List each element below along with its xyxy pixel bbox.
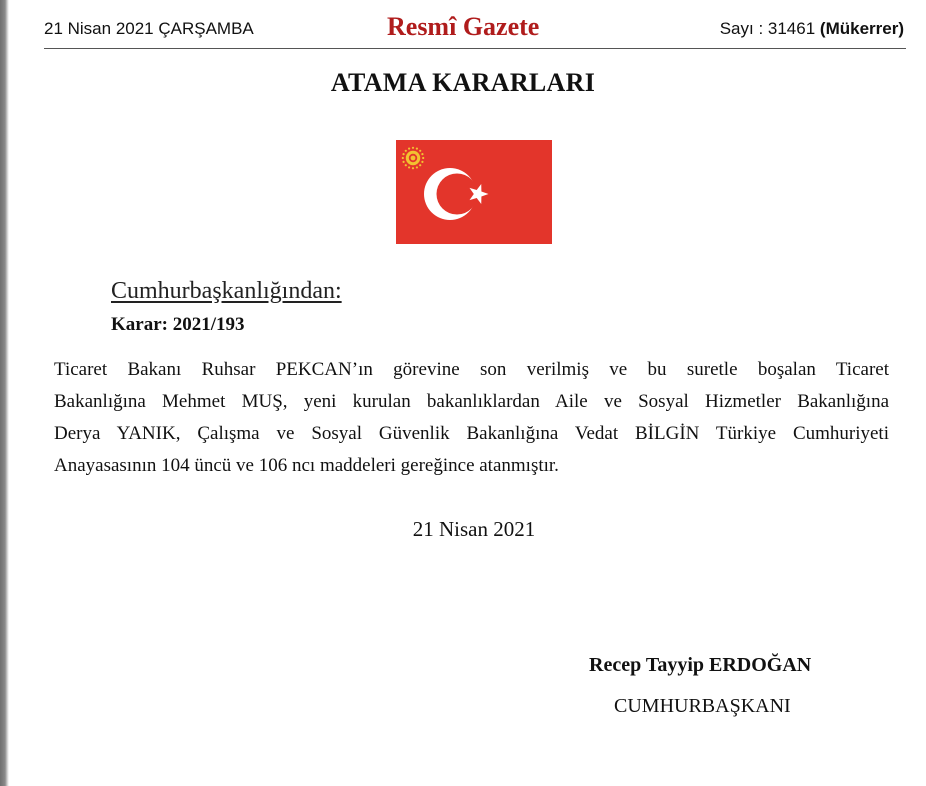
section-title: ATAMA KARARLARI xyxy=(330,68,596,97)
seal-star xyxy=(416,166,418,168)
decision-number: Karar: 2021/193 xyxy=(111,314,245,335)
seal-star xyxy=(402,153,404,155)
page-edge-shadow xyxy=(0,0,9,786)
header-date: 21 Nisan 2021 ÇARŞAMBA xyxy=(44,19,254,38)
seal-star xyxy=(419,164,421,166)
decree-body-line: Bakanlığına Mehmet MUŞ, yeni kurulan bakanlıklardan Aile ve Sosyal Hizmetler Bakanlığına xyxy=(54,391,889,412)
decree-body xyxy=(54,354,889,482)
signatory-name: Recep Tayyip ERDOĞAN xyxy=(589,654,812,676)
seal-star xyxy=(421,153,423,155)
signatory-title: CUMHURBAŞKANI xyxy=(614,695,791,717)
crescent-inner xyxy=(437,174,478,215)
gazette-header xyxy=(44,12,904,46)
seal-star xyxy=(408,147,410,149)
seal-star xyxy=(412,167,414,169)
issue-number xyxy=(720,19,904,39)
issue-note: (Mükerrer) xyxy=(819,19,904,38)
header-divider xyxy=(44,48,906,49)
seal-star xyxy=(412,147,414,149)
issuing-authority: Cumhurbaşkanlığından: xyxy=(111,278,342,304)
gazette-title: Resmî Gazete xyxy=(387,12,540,41)
seal-star xyxy=(421,161,423,163)
seal-star xyxy=(402,161,404,163)
seal-star xyxy=(416,147,418,149)
decree-body-line: Ticaret Bakanı Ruhsar PEKCAN’ın görevine son verilmiş ve bu suretle boşalan Ticaret xyxy=(54,359,889,380)
decree-body-line: Derya YANIK, Çalışma ve Sosyal Güvenlik Bakanlığına Vedat BİLGİN Türkiye Cumhuriyeti xyxy=(54,423,889,444)
seal-star xyxy=(405,150,407,152)
seal-star xyxy=(422,157,424,159)
seal-star xyxy=(419,150,421,152)
seal-star xyxy=(408,166,410,168)
issue-label: Sayı : 31461 xyxy=(719,19,816,38)
seal-star xyxy=(402,157,404,159)
turkish-flag-icon xyxy=(396,140,552,244)
signature-date: 21 Nisan 2021 xyxy=(412,517,536,541)
decree-body-line: Anayasasının 104 üncü ve 106 ncı maddeleri gereğince atanmıştır. xyxy=(54,455,559,476)
seal-star xyxy=(405,164,407,166)
